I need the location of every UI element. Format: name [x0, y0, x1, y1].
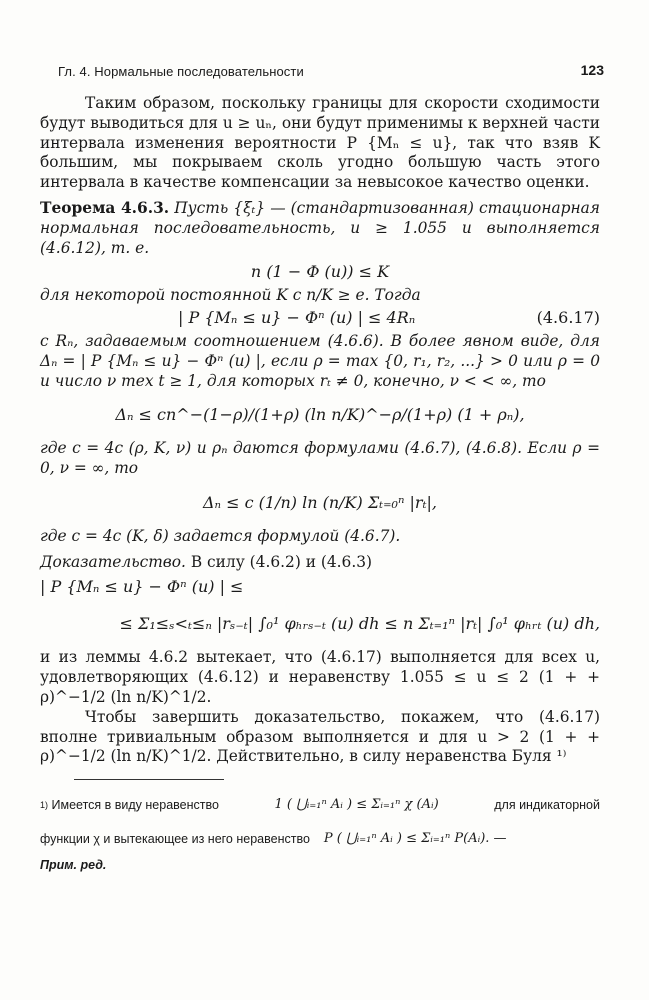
- equation-tag: (4.6.17): [536, 307, 600, 327]
- theorem-text-2: с Rₙ, задаваемым соотношением (4.6.6). В более явном виде, для Δₙ = | P {Mₙ ≤ u} − Φⁿ (u) |, если ρ = max {0, r₁, r₂, ...} > 0 или ρ = 0 и число ν тех t ≥ 1, для которых rₜ ≠ 0, конечно, ν < < ∞, то: [40, 331, 600, 390]
- intro-paragraph: Таким образом, поскольку границы для скорости сходимости будут выводиться для u ≥ uₙ, они будут применимы к верхней части интервала изменения вероятности P {Mₙ ≤ u}, так что взяв K большим, мы покрываем сколь угодно большую часть этого интервала в качестве компенсации за невысокое качество оценки.: [40, 94, 600, 192]
- theorem-text-4: где c = 4c (K, δ) задается формулой (4.6.7).: [40, 526, 401, 545]
- footnote-mark: 1): [40, 800, 49, 811]
- proof-text-2: и из леммы 4.6.2 вытекает, что (4.6.17) выполняется для всех u, удовлетворяющих (4.6.12) и неравенству 1.055 ≤ u ≤ 2 (1 + + ρ)^−1/2 (ln n/K)^1/2.: [40, 648, 600, 706]
- theorem-block: [40, 199, 600, 258]
- formula-proof-lhs: | P {Mₙ ≤ u} − Φⁿ (u) | ≤: [40, 576, 244, 596]
- theorem-text-3: где c = 4c (ρ, K, ν) и ρₙ даются формулами (4.6.7), (4.6.8). Если ρ = 0, ν = ∞, то: [40, 439, 600, 478]
- footnote: [40, 788, 600, 874]
- theorem-text-1: для некоторой постоянной K с n/K ≥ e. Тогда: [40, 286, 421, 305]
- proof-text-1: В силу (4.6.2) и (4.6.3): [190, 552, 373, 571]
- formula-condition: n (1 − Φ (u)) ≤ K: [250, 262, 390, 282]
- footnote-line-1: [40, 788, 600, 822]
- formula-main: | P {Mₙ ≤ u} − Φⁿ (u) | ≤ 4Rₙ: [178, 307, 416, 327]
- page-number: 123: [580, 62, 604, 78]
- proof-intro: [40, 553, 600, 573]
- formula-proof-rhs: ≤ Σ₁≤ₛ<ₜ≤ₙ |rₛ₋ₜ| ∫₀¹ φₕᵣₛ₋ₜ (u) dh ≤ n Σₜ₌₁ⁿ |rₜ| ∫₀¹ φₕᵣₜ (u) dh,: [119, 614, 600, 634]
- footnote-text-2: для индикаторной: [494, 798, 600, 813]
- theorem-statement: Пусть {ξₜ} — (стандартизованная) стационарная нормальная последовательность, u ≥ 1.055 и выполняется (4.6.12), т. е.: [40, 198, 600, 257]
- formula-log-bound: Δₙ ≤ c (1/n) ln (n/K) Σₜ₌₀ⁿ |rₜ|,: [203, 492, 437, 512]
- footnote-formula-2: P ( ⋃ᵢ₌₁ⁿ Aᵢ ) ≤ Σᵢ₌₁ⁿ P(Aᵢ). —: [323, 831, 507, 847]
- formula-main-row: [40, 306, 600, 332]
- chapter-title: Гл. 4. Нормальные последовательности: [58, 64, 304, 79]
- running-header: [40, 58, 604, 84]
- editor-note: Прим. ред.: [40, 858, 107, 873]
- main-text: [40, 94, 600, 767]
- proof-text-3: Чтобы завершить доказательство, покажем, что (4.6.17) вполне тривиальным образом выполняется и для u > 2 (1 + + ρ)^−1/2 (ln n/K)^1/2. Действительно, в силу неравенства Буля ¹⁾: [40, 707, 600, 766]
- book-page: [40, 58, 604, 874]
- proof-label: Доказательство.: [40, 552, 186, 571]
- footnote-line-2: [40, 822, 600, 856]
- footnote-text-3: функции χ и вытекающее из него неравенство: [40, 832, 310, 847]
- theorem-label: Теорема 4.6.3.: [40, 198, 170, 217]
- footnote-text-1: Имеется в виду неравенство: [51, 798, 219, 813]
- footnote-formula-1: 1 ( ⋃ᵢ₌₁ⁿ Aᵢ ) ≤ Σᵢ₌₁ⁿ χ (Aᵢ): [274, 797, 439, 813]
- footnote-divider: [74, 779, 224, 780]
- formula-rate-bound: Δₙ ≤ cn^−(1−ρ)/(1+ρ) (ln n/K)^−ρ/(1+ρ) (1 + ρₙ),: [115, 405, 525, 425]
